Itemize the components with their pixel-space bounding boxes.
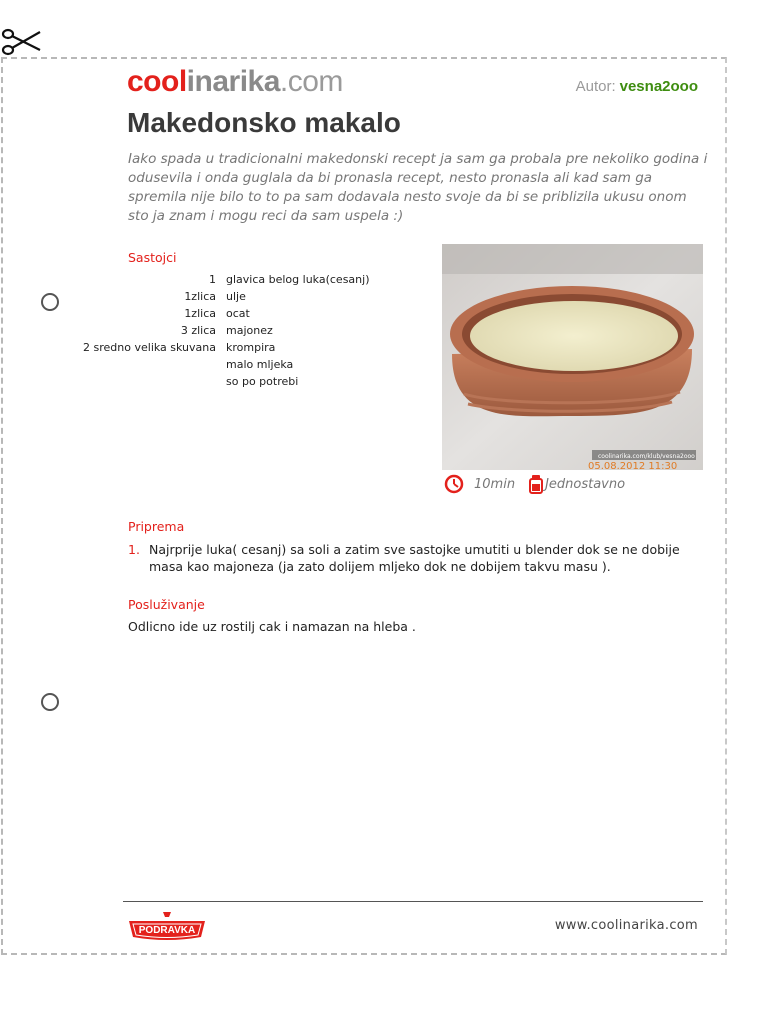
step-number: 1. [128, 542, 140, 557]
recipe-title: Makedonsko makalo [127, 107, 401, 138]
recipe-photo [442, 244, 703, 470]
svg-text:PODRAVKA: PODRAVKA [138, 925, 196, 936]
author [576, 78, 698, 95]
ingredient-name: majonez [226, 324, 273, 337]
difficulty: Jednostavno [545, 476, 626, 492]
author-name[interactable]: vesna2ooo [619, 78, 698, 95]
ingredient-name: so po potrebi [226, 375, 299, 388]
ingredient-qty: 1zlica [184, 290, 216, 303]
ingredient-row [60, 322, 390, 339]
site-url[interactable]: www.coolinarika.com [554, 918, 698, 933]
coolinarika-logo: coolinarika.com [127, 65, 343, 98]
ingredient-row [60, 288, 390, 305]
ingredient-qty [60, 373, 226, 390]
serving-text: Odlicno ide uz rostilj cak i namazan na hleba . [128, 619, 416, 634]
ingredient-name: malo mljeka [226, 358, 294, 371]
chef-hat-icon [529, 474, 543, 494]
ingredient-qty: 3 zlica [180, 324, 216, 337]
binder-hole [41, 293, 59, 311]
ingredient-name: ocat [226, 307, 250, 320]
binder-hole [41, 693, 59, 711]
preparation-heading: Priprema [128, 519, 185, 534]
preparation-steps [128, 541, 708, 575]
scissors-icon [0, 22, 44, 62]
step-item [128, 541, 708, 575]
clock-icon [444, 474, 464, 494]
podravka-logo [127, 911, 207, 941]
ingredient-qty [60, 356, 226, 373]
author-label: Autor: [575, 78, 616, 95]
ingredient-row [60, 271, 390, 288]
ingredient-qty: 1zlica [184, 307, 216, 320]
prep-time: 10min [474, 476, 516, 492]
photo-watermark: coolinarika.com/klub/vesna2ooo [598, 453, 695, 460]
ingredient-name: ulje [226, 290, 246, 303]
ingredient-row [60, 373, 390, 390]
ingredient-qty: 2 sredno velika skuvana [83, 341, 216, 354]
footer-divider [123, 901, 703, 902]
recipe-meta [444, 474, 639, 494]
ingredient-qty: 1 [209, 273, 216, 286]
serving-heading: Posluživanje [128, 597, 205, 612]
ingredient-row [60, 305, 390, 322]
ingredient-name: glavica belog luka(cesanj) [226, 273, 370, 286]
step-text: Najrprije luka( cesanj) sa soli a zatim sve sastojke umutiti u blender dok se ne dobije masa kao majoneza (ja zato dolijem mljeko dok ne dobijem takvu masu ). [149, 542, 680, 574]
ingredient-row [60, 356, 390, 373]
ingredient-row [60, 339, 390, 356]
recipe-photo-image [442, 244, 703, 470]
ingredient-name: krompira [226, 341, 276, 354]
ingredients-heading: Sastojci [128, 250, 177, 265]
ingredients-list [60, 271, 390, 390]
photo-timestamp: 05.08.2012 11:30 [588, 461, 678, 470]
recipe-intro: Iako spada u tradicionalni makedonski recept ja sam ga probala pre nekoliko godina i odusevila i onda guglala da bi pronasla recept, nesto pronasla ali kad sam ga spremila nije bilo to to pa sam dodavala nesto svoje da bi se priblizila ukusu onom sto ja znam i mogu reci da sam uspela :) [128, 151, 708, 224]
